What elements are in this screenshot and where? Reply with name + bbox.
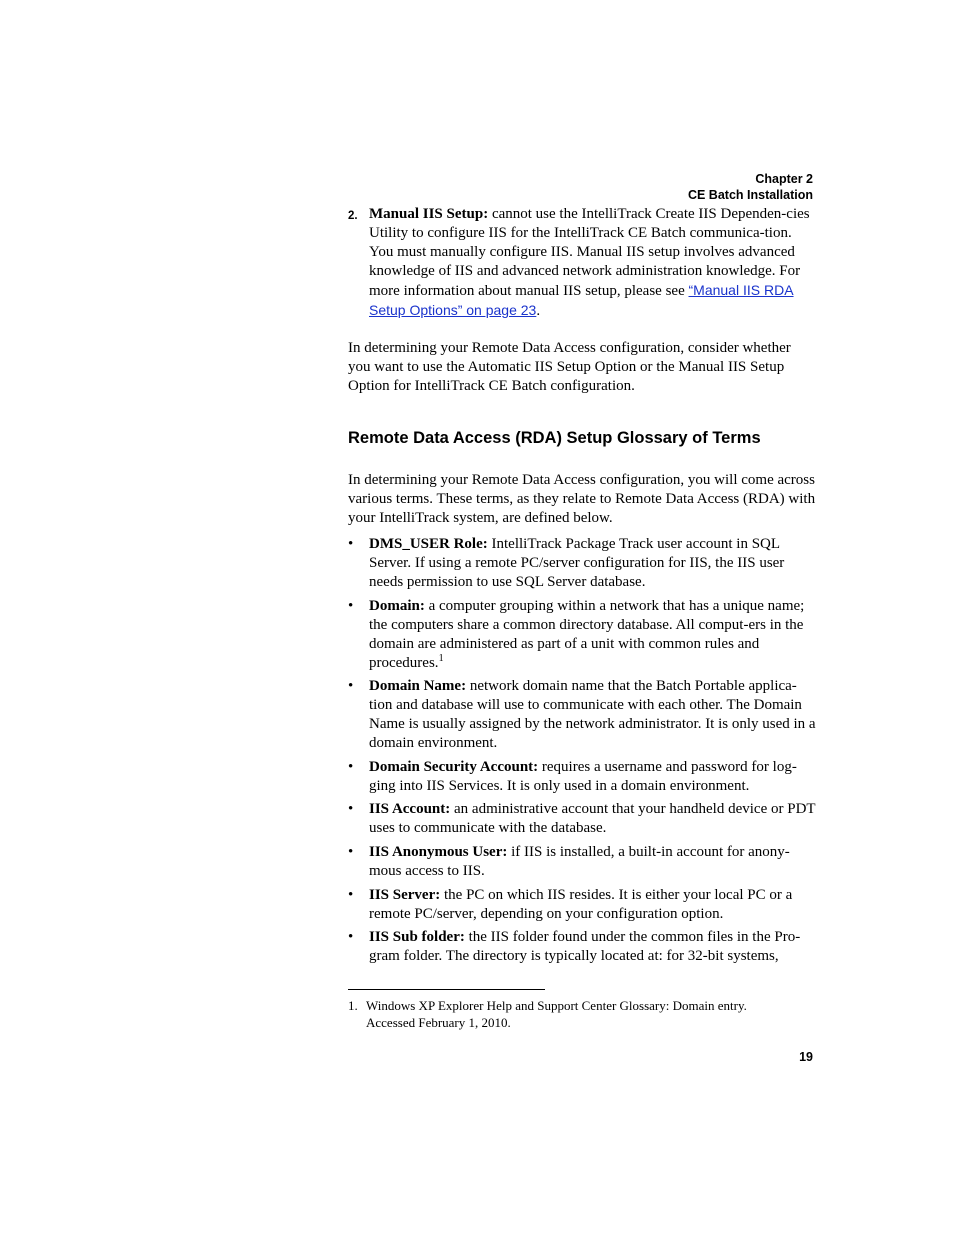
paragraph-glossary-intro: In determining your Remote Data Access configuration, you will come across various terms. These terms, as they relate to Remote Data Access (RDA) with your IntelliTrack system, are defined below. (348, 472, 816, 526)
glossary-term: Domain Name: (369, 678, 467, 695)
footnote-number: 1. (348, 998, 358, 1013)
item-term: Manual IIS Setup: (369, 206, 489, 222)
footnote-text: Windows XP Explorer Help and Support Center Glossary: Domain entry. Accessed February 1, 2010. (366, 998, 747, 1030)
bullet-icon: • (348, 597, 354, 614)
item-number: 2. (348, 210, 358, 222)
footnote-divider (348, 989, 545, 990)
glossary-definition: the PC on which IIS resides. It is either your local PC or a remote PC/server, depending on your configuration option. (369, 886, 793, 922)
glossary-term: IIS Server: (369, 886, 441, 903)
numbered-item-manual-iis (348, 205, 816, 321)
glossary-item (348, 758, 816, 796)
glossary-definition: a computer grouping within a network that has a unique name; the computers share a common directory database. All comput-ers in the domain are administered as part of a unit with common rules and procedures. (369, 597, 805, 671)
glossary-definition: requires a username and password for log-ging into IIS Services. It is only used in a domain environment. (369, 758, 797, 794)
glossary-item (348, 886, 816, 924)
bullet-icon: • (348, 886, 354, 903)
main-content (348, 205, 816, 971)
glossary-definition: an administrative account that your handheld device or PDT uses to communicate with the database. (369, 801, 816, 837)
section-heading: Remote Data Access (RDA) Setup Glossary of Terms (348, 429, 761, 447)
glossary-item (348, 843, 816, 881)
header-section: CE Batch Installation (687, 188, 813, 202)
glossary-item (348, 677, 816, 753)
glossary-item (348, 800, 816, 838)
footnote-reference[interactable]: 1 (438, 652, 444, 664)
header-chapter: Chapter 2 (755, 172, 813, 186)
bullet-icon: • (348, 843, 354, 860)
glossary-definition: IntelliTrack Package Track user account in SQL Server. If using a remote PC/server configuration for IIS, the IIS user needs permission to use SQL Server database. (369, 536, 785, 590)
bullet-icon: • (348, 801, 354, 818)
item-after-link: . (536, 303, 541, 319)
bullet-icon: • (348, 929, 354, 946)
glossary-term: IIS Account: (369, 801, 451, 818)
manual-iis-rda-link[interactable]: “Manual IIS RDA Setup Options” on page 23 (369, 282, 794, 318)
glossary-term: Domain Security Account: (369, 758, 539, 775)
glossary-item (348, 597, 816, 673)
glossary-item (348, 535, 816, 592)
glossary-definition: network domain name that the Batch Portable applica-tion and database will use to communicate with each other. The Domain Name is usually assigned by the network administrator. It is only used in a domain environment. (369, 678, 816, 752)
item-text: cannot use the IntelliTrack Create IIS Dependen-cies Utility to configure IIS for the IntelliTrack CE Batch communica-tion. You must manually configure IIS. Manual IIS setup involves advanced knowledge of IIS and advanced network administration knowledge. For more information about manual IIS setup, please see (369, 206, 810, 299)
glossary-definition: if IIS is installed, a built-in account for anony-mous access to IIS. (369, 843, 790, 879)
glossary-definition: the IIS folder found under the common files in the Pro-gram folder. The directory is typically located at: for 32-bit systems, (369, 929, 801, 965)
bullet-icon: • (348, 758, 354, 775)
glossary-term: IIS Sub folder: (369, 929, 465, 946)
glossary-term: Domain: (369, 597, 425, 614)
bullet-icon: • (348, 678, 354, 695)
glossary-term: DMS_USER Role: (369, 536, 488, 552)
glossary-item (348, 928, 816, 966)
paragraph-configuration: In determining your Remote Data Access configuration, consider whether you want to use the Automatic IIS Setup Option or the Manual IIS Setup Option for IntelliTrack CE Batch configuration. (348, 340, 791, 394)
running-header (688, 171, 813, 203)
footnote (348, 998, 788, 1031)
bullet-icon: • (348, 536, 354, 552)
glossary-list (348, 535, 816, 966)
page-number: 19 (799, 1050, 813, 1064)
glossary-term: IIS Anonymous User: (369, 843, 508, 860)
